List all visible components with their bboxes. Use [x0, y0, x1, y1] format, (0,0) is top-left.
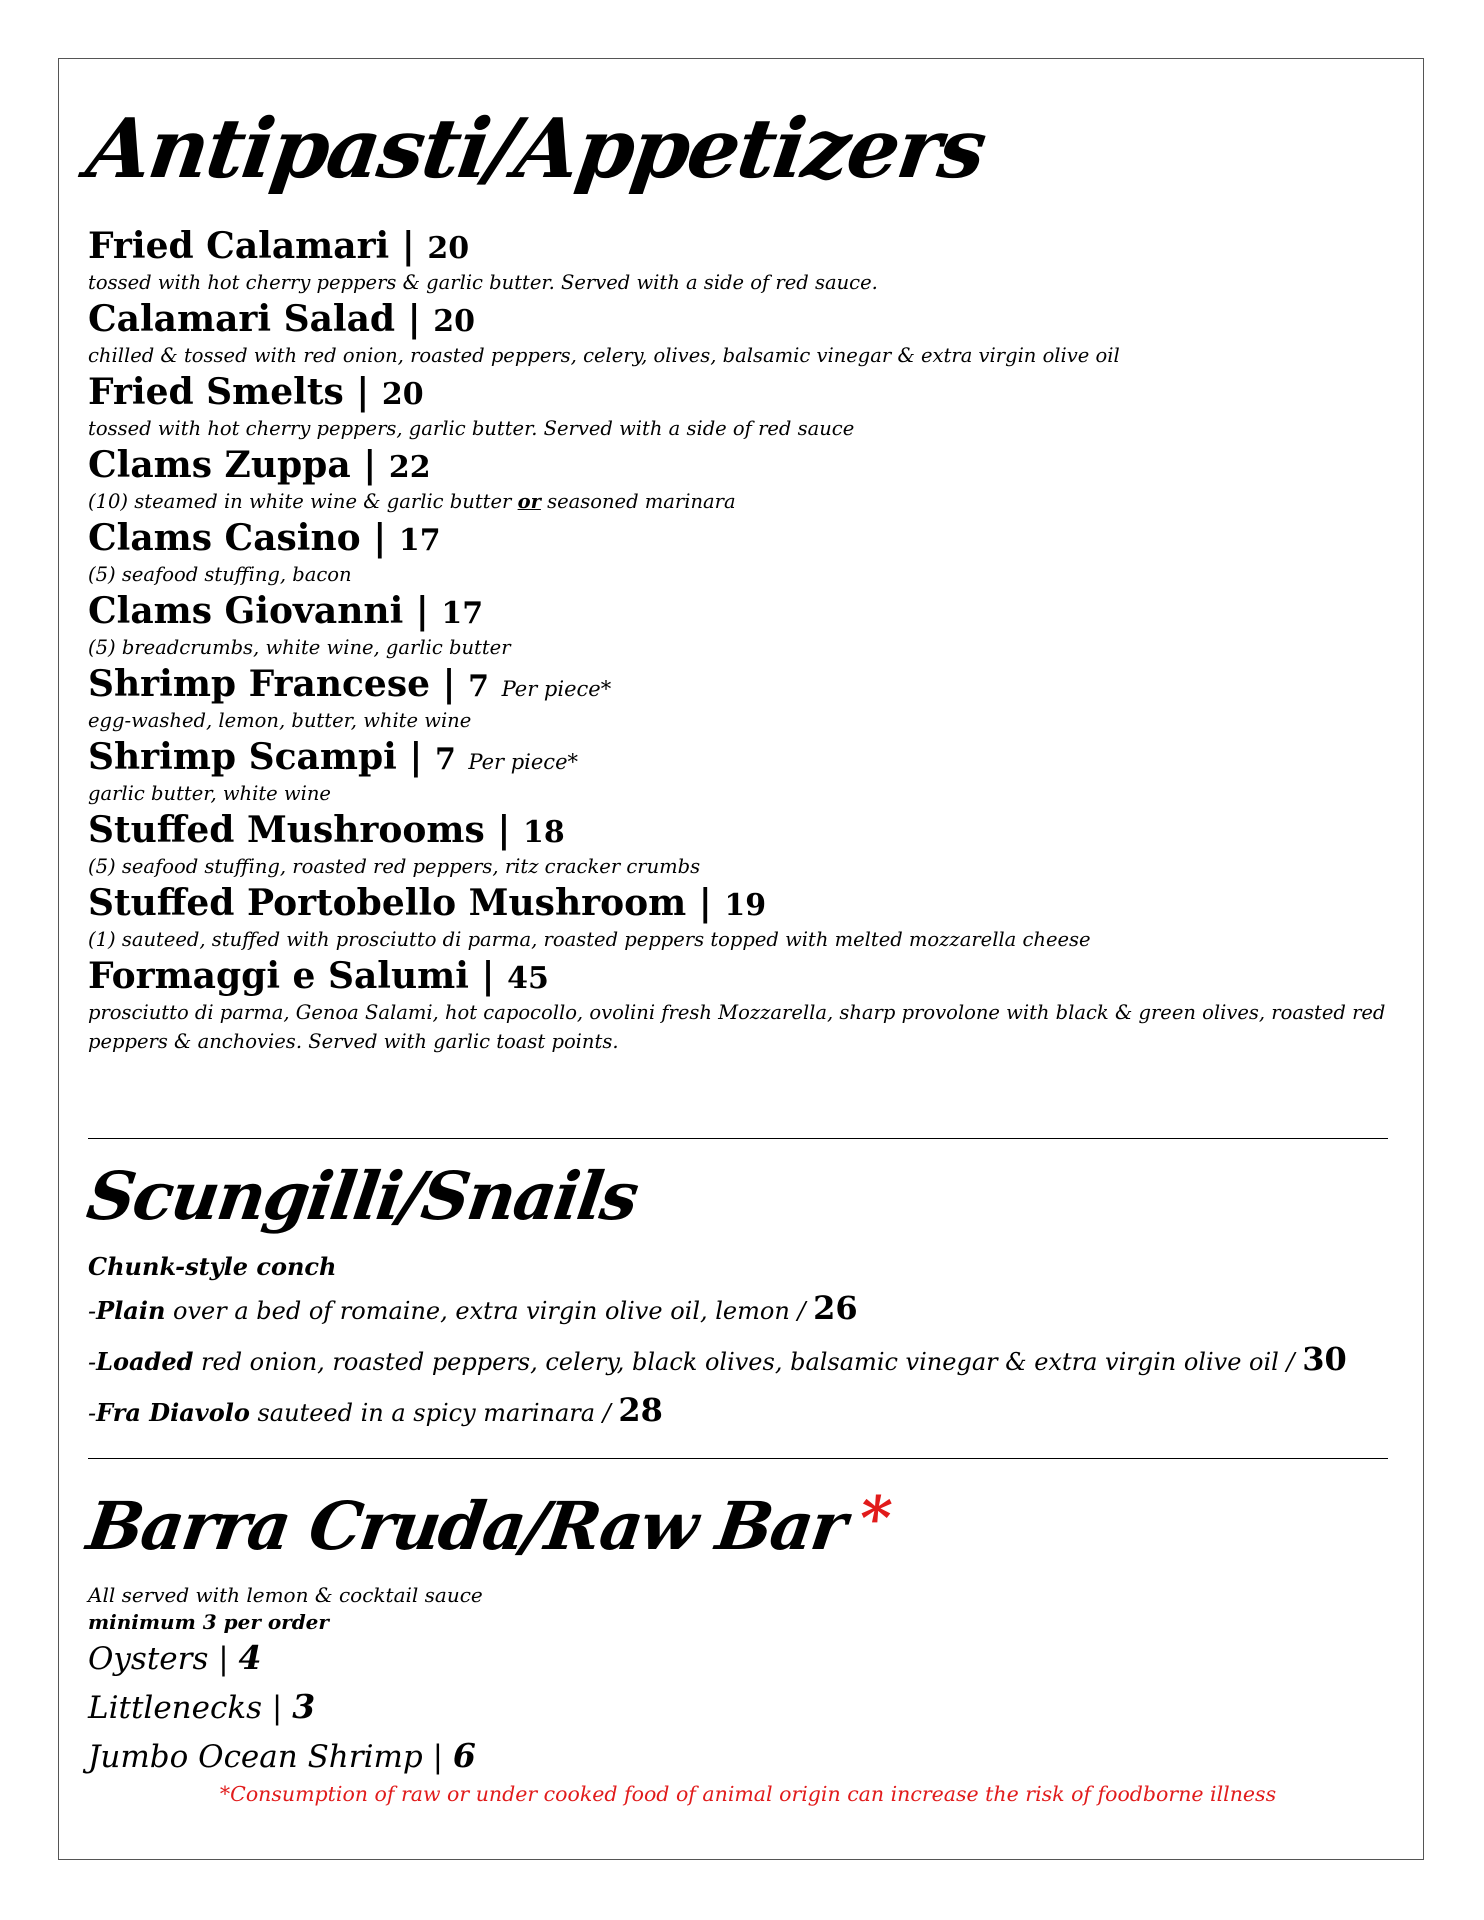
- section-title-raw-bar: [82, 1484, 894, 1565]
- item-price: 18: [522, 815, 565, 850]
- item-name: Formaggi e Salumi: [88, 955, 469, 997]
- raw-bar-item: Littlenecks | 3: [88, 1687, 316, 1726]
- item-price: 22: [388, 450, 431, 485]
- section-divider: [88, 1138, 1388, 1139]
- item-price: 6: [452, 1736, 476, 1775]
- item-description: (5) seafood stuffing, roasted red peppers, ritz cracker crumbs: [88, 855, 701, 878]
- item-name: Stuffed Portobello Mushroom: [88, 882, 687, 924]
- item-description: (1) sauteed, stuffed with prosciutto di parma, roasted peppers topped with melted mozzarella cheese: [88, 928, 1091, 951]
- scungilli-subtitle: Chunk-style conch: [88, 1252, 337, 1281]
- menu-item: Shrimp Scampi | 7 Per piece* garlic butter, white wine: [88, 735, 1398, 808]
- item-price: 20: [427, 231, 470, 266]
- item-price: 4: [238, 1638, 262, 1677]
- option-desc: red onion, roasted peppers, celery, black olives, balsamic vinegar & extra virgin olive oil: [201, 1348, 1279, 1376]
- scungilli-option: -Fra Diavolo sauteed in a spicy marinara / 28: [88, 1391, 663, 1429]
- item-description: tossed with hot cherry peppers & garlic butter. Served with a side of red sauce.: [88, 271, 878, 294]
- antipasti-list: [88, 224, 1398, 1056]
- section-divider: [88, 1458, 1388, 1459]
- raw-bar-item: Oysters | 4: [88, 1638, 262, 1677]
- item-description: [88, 487, 1398, 516]
- menu-item: Stuffed Mushrooms | 18 (5) seafood stuffing, roasted red peppers, ritz cracker crumbs: [88, 808, 1398, 881]
- scungilli-option: -Loaded red onion, roasted peppers, celery, black olives, balsamic vinegar & extra virgin olive oil / 30: [88, 1340, 1347, 1378]
- item-name: Clams Zuppa: [88, 444, 351, 486]
- item-price: 45: [507, 961, 549, 996]
- section-title-scungilli: Scungilli/Snails: [82, 1157, 642, 1235]
- item-name: Jumbo Ocean Shrimp: [88, 1739, 423, 1775]
- menu-item: Clams Zuppa | 22 (10) steamed in white wine & garlic butter or seasoned marinara: [88, 443, 1398, 516]
- item-price: 20: [433, 304, 475, 339]
- menu-item: Calamari Salad | 20 chilled & tossed with red onion, roasted peppers, celery, olives, balsamic vinegar & extra virgin olive oil: [88, 297, 1398, 370]
- menu-item: Stuffed Portobello Mushroom | 19 (1) sauteed, stuffed with prosciutto di parma, roasted peppers topped with melted mozzarella cheese: [88, 881, 1398, 954]
- option-name: Fra Diavolo: [96, 1398, 250, 1427]
- raw-bar-list: [88, 1580, 1408, 1781]
- scungilli-option: -Plain over a bed of romaine, extra virgin olive oil, lemon / 26: [88, 1289, 858, 1327]
- option-price: 26: [813, 1289, 858, 1327]
- item-description: tossed with hot cherry peppers, garlic butter. Served with a side of red sauce: [88, 417, 855, 440]
- item-name: Littlenecks: [88, 1690, 263, 1726]
- desc-part: seasoned marinara: [540, 490, 736, 513]
- option-price: 28: [618, 1391, 663, 1429]
- option-price: 30: [1302, 1340, 1347, 1378]
- item-name: Calamari Salad: [88, 298, 396, 340]
- item-price: 20: [381, 377, 424, 412]
- item-description: prosciutto di parma, Genoa Salami, hot capocollo, ovolini fresh Mozzarella, sharp provolone with black & green olives, roasted red peppers & anchovies. Served with garlic toast points.: [88, 1001, 1386, 1053]
- item-price: 19: [724, 888, 767, 923]
- item-description: chilled & tossed with red onion, roasted peppers, celery, olives, balsamic vinegar & extra virgin olive oil: [88, 344, 1120, 367]
- item-name: Stuffed Mushrooms: [88, 809, 485, 851]
- raw-bar-title-text: Barra Cruda/Raw Bar: [82, 1487, 850, 1565]
- menu-item: Fried Calamari | 20 tossed with hot cherry peppers & garlic butter. Served with a side of red sauce.: [88, 224, 1398, 297]
- item-price: 17: [441, 596, 484, 631]
- item-description: (5) seafood stuffing, bacon: [88, 563, 352, 586]
- item-name: Fried Calamari: [88, 225, 390, 267]
- option-name: Plain: [96, 1296, 166, 1325]
- raw-bar-minimum: minimum 3 per order: [88, 1610, 329, 1634]
- item-description: egg-washed, lemon, butter, white wine: [88, 709, 472, 732]
- menu-item: Fried Smelts | 20 tossed with hot cherry peppers, garlic butter. Served with a side of red sauce: [88, 370, 1398, 443]
- scungilli-list: [88, 1250, 1408, 1437]
- desc-emphasis: or: [517, 490, 541, 513]
- health-disclaimer: *Consumption of raw or under cooked food of animal origin can increase the risk of foodborne illness: [219, 1782, 1277, 1806]
- option-desc: sauteed in a spicy marinara: [257, 1399, 596, 1427]
- asterisk-icon: *: [854, 1484, 894, 1554]
- item-note: Per piece*: [468, 750, 578, 774]
- section-title-antipasti: Antipasti/Appetizers: [81, 101, 991, 197]
- item-price: 17: [398, 523, 441, 558]
- menu-item: Shrimp Francese | 7 Per piece* egg-washed, lemon, butter, white wine: [88, 662, 1398, 735]
- item-note: Per piece*: [501, 677, 612, 701]
- item-name: Clams Giovanni: [88, 590, 404, 632]
- option-name: Loaded: [96, 1347, 194, 1376]
- item-name: Fried Smelts: [88, 371, 344, 413]
- item-description: garlic butter, white wine: [88, 782, 331, 805]
- item-name: Shrimp Scampi: [88, 736, 397, 778]
- desc-part: (10) steamed in white wine & garlic butter: [88, 490, 518, 513]
- menu-item: Clams Casino | 17 (5) seafood stuffing, bacon: [88, 516, 1398, 589]
- raw-bar-item: Jumbo Ocean Shrimp | 6: [88, 1736, 476, 1775]
- item-name: Shrimp Francese: [88, 663, 430, 705]
- item-price: 7: [468, 669, 490, 704]
- item-name: Oysters: [88, 1641, 209, 1677]
- item-description: (5) breadcrumbs, white wine, garlic butter: [88, 636, 511, 659]
- item-price: 3: [292, 1687, 316, 1726]
- raw-bar-note: All served with lemon & cocktail sauce: [88, 1583, 483, 1607]
- item-price: 7: [434, 742, 456, 777]
- menu-item: Formaggi e Salumi | 45 prosciutto di parma, Genoa Salami, hot capocollo, ovolini fresh Mozzarella, sharp provolone with black & green olives, roasted red peppers & anchovies. Served with garlic toast points.: [88, 954, 1398, 1056]
- item-name: Clams Casino: [88, 517, 361, 559]
- menu-item: Clams Giovanni | 17 (5) breadcrumbs, white wine, garlic butter: [88, 589, 1398, 662]
- option-desc: over a bed of romaine, extra virgin olive oil, lemon: [173, 1297, 790, 1325]
